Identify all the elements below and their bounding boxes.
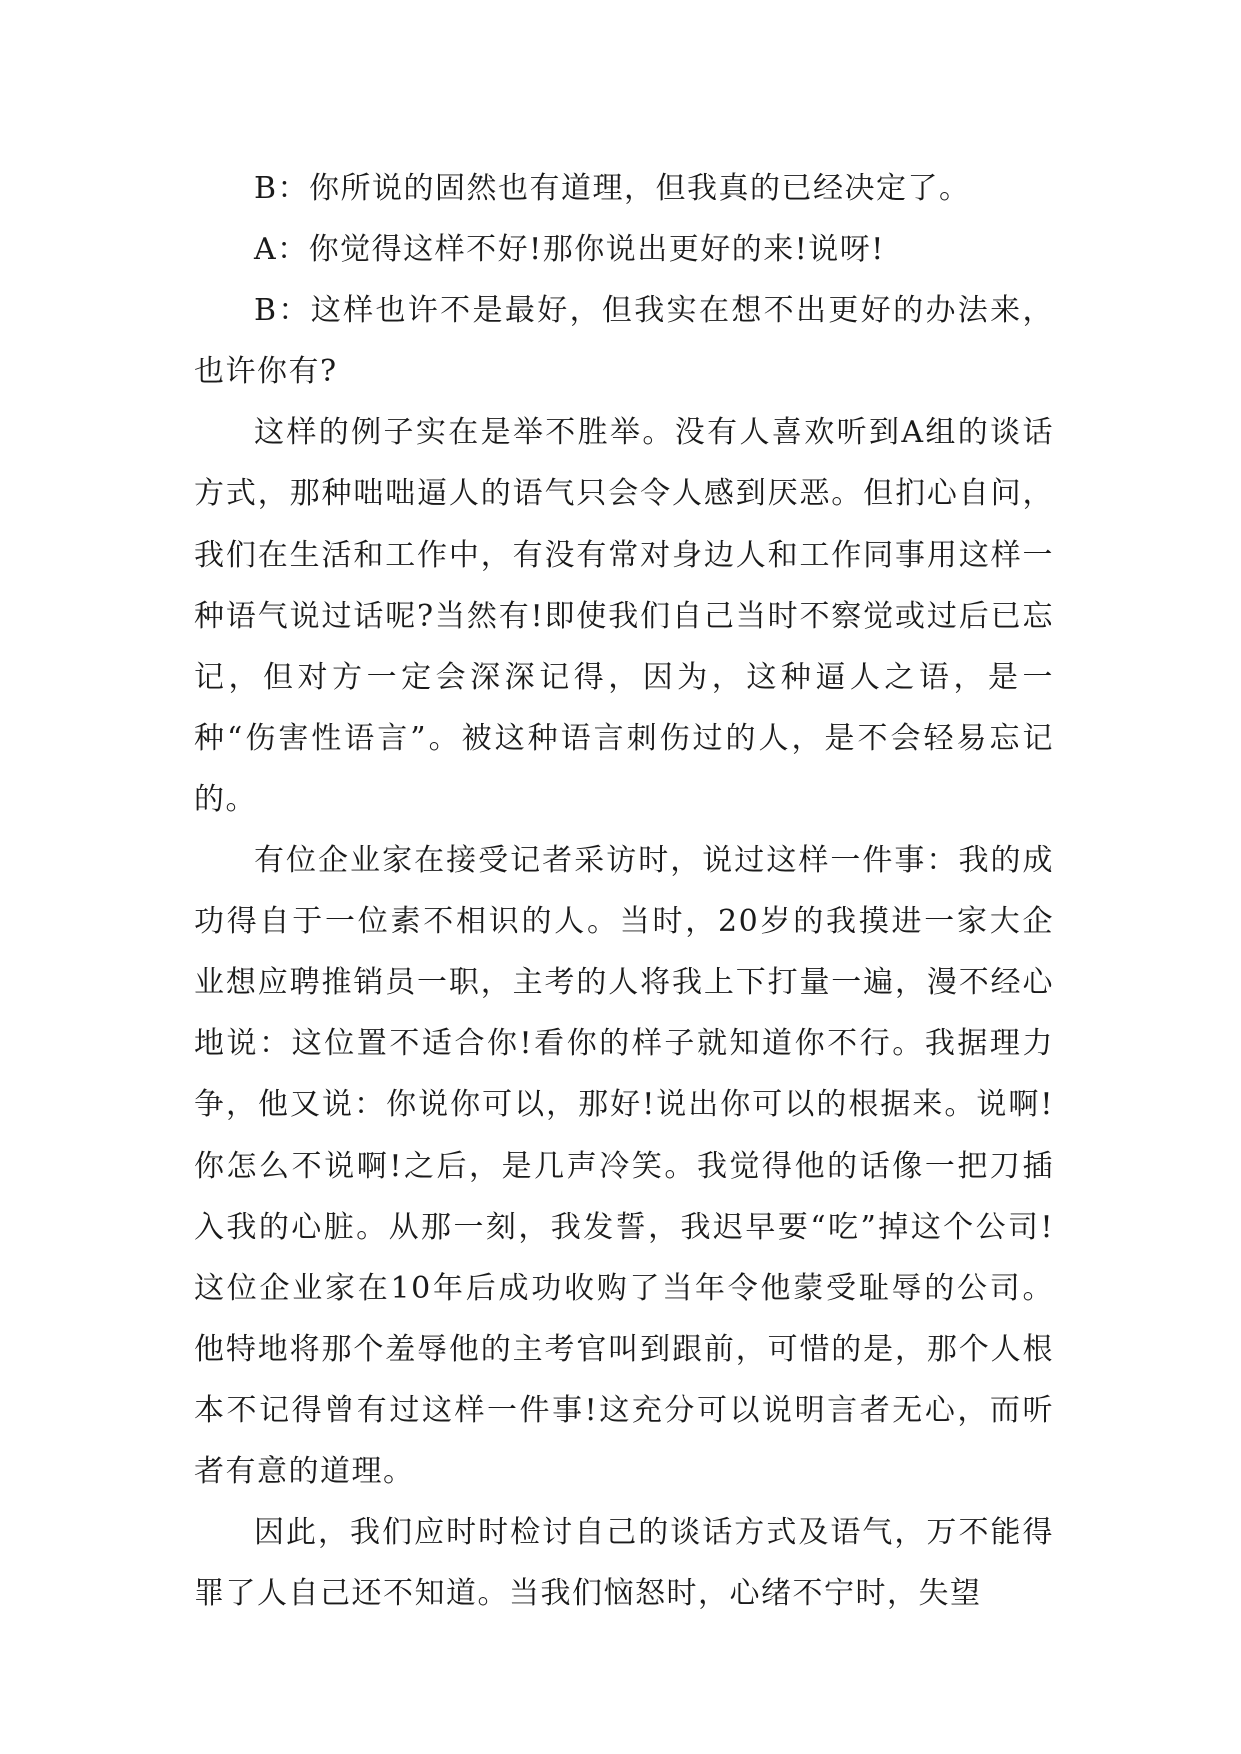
- paragraph-entrepreneur-story: 有位企业家在接受记者采访时，说过这样一件事：我的成功得自于一位素不相识的人。当时，20岁的我摸进一家大企业想应聘推销员一职，主考的人将我上下打量一遍，漫不经心地说：这位置不适合你!看你的样子就知道你不行。我据理力争，他又说：你说你可以，那好!说出你可以的根据来。说啊!你怎么不说啊!之后，是几声冷笑。我觉得他的话像一把刀插入我的心脏。从那一刻，我发誓，我迟早要“吃”掉这个公司!这位企业家在10年后成功收购了当年令他蒙受耻辱的公司。他特地将那个羞辱他的主考官叫到跟前，可惜的是，那个人根本不记得曾有过这样一件事!这充分可以说明言者无心，而听者有意的道理。: [194, 843, 1054, 1489]
- paragraph-dialogue-b-2: B：这样也许不是最好，但我实在想不出更好的办法来，也许你有?: [194, 293, 1054, 390]
- paragraph-conclusion: 因此，我们应时时检讨自己的谈话方式及语气，万不能得罪了人自己还不知道。当我们恼怒时，心绪不宁时，失望: [194, 1515, 1054, 1612]
- paragraph-dialogue-b-1: B：你所说的固然也有道理，但我真的已经决定了。: [254, 171, 971, 206]
- paragraph-harmful-language: 这样的例子实在是举不胜举。没有人喜欢听到A组的谈话方式，那种咄咄逼人的语气只会令人感到厌恶。但扪心自问，我们在生活和工作中，有没有常对身边人和工作同事用这样一种语气说过话呢?当然有!即使我们自己当时不察觉或过后已忘记，但对方一定会深深记得，因为，这种逼人之语，是一种“伤害性语言”。被这种语言刺伤过的人，是不会轻易忘记的。: [194, 415, 1054, 817]
- paragraph-dialogue-a: A：你觉得这样不好!那你说出更好的来!说呀!: [254, 232, 885, 268]
- document-body: [194, 158, 1054, 1624]
